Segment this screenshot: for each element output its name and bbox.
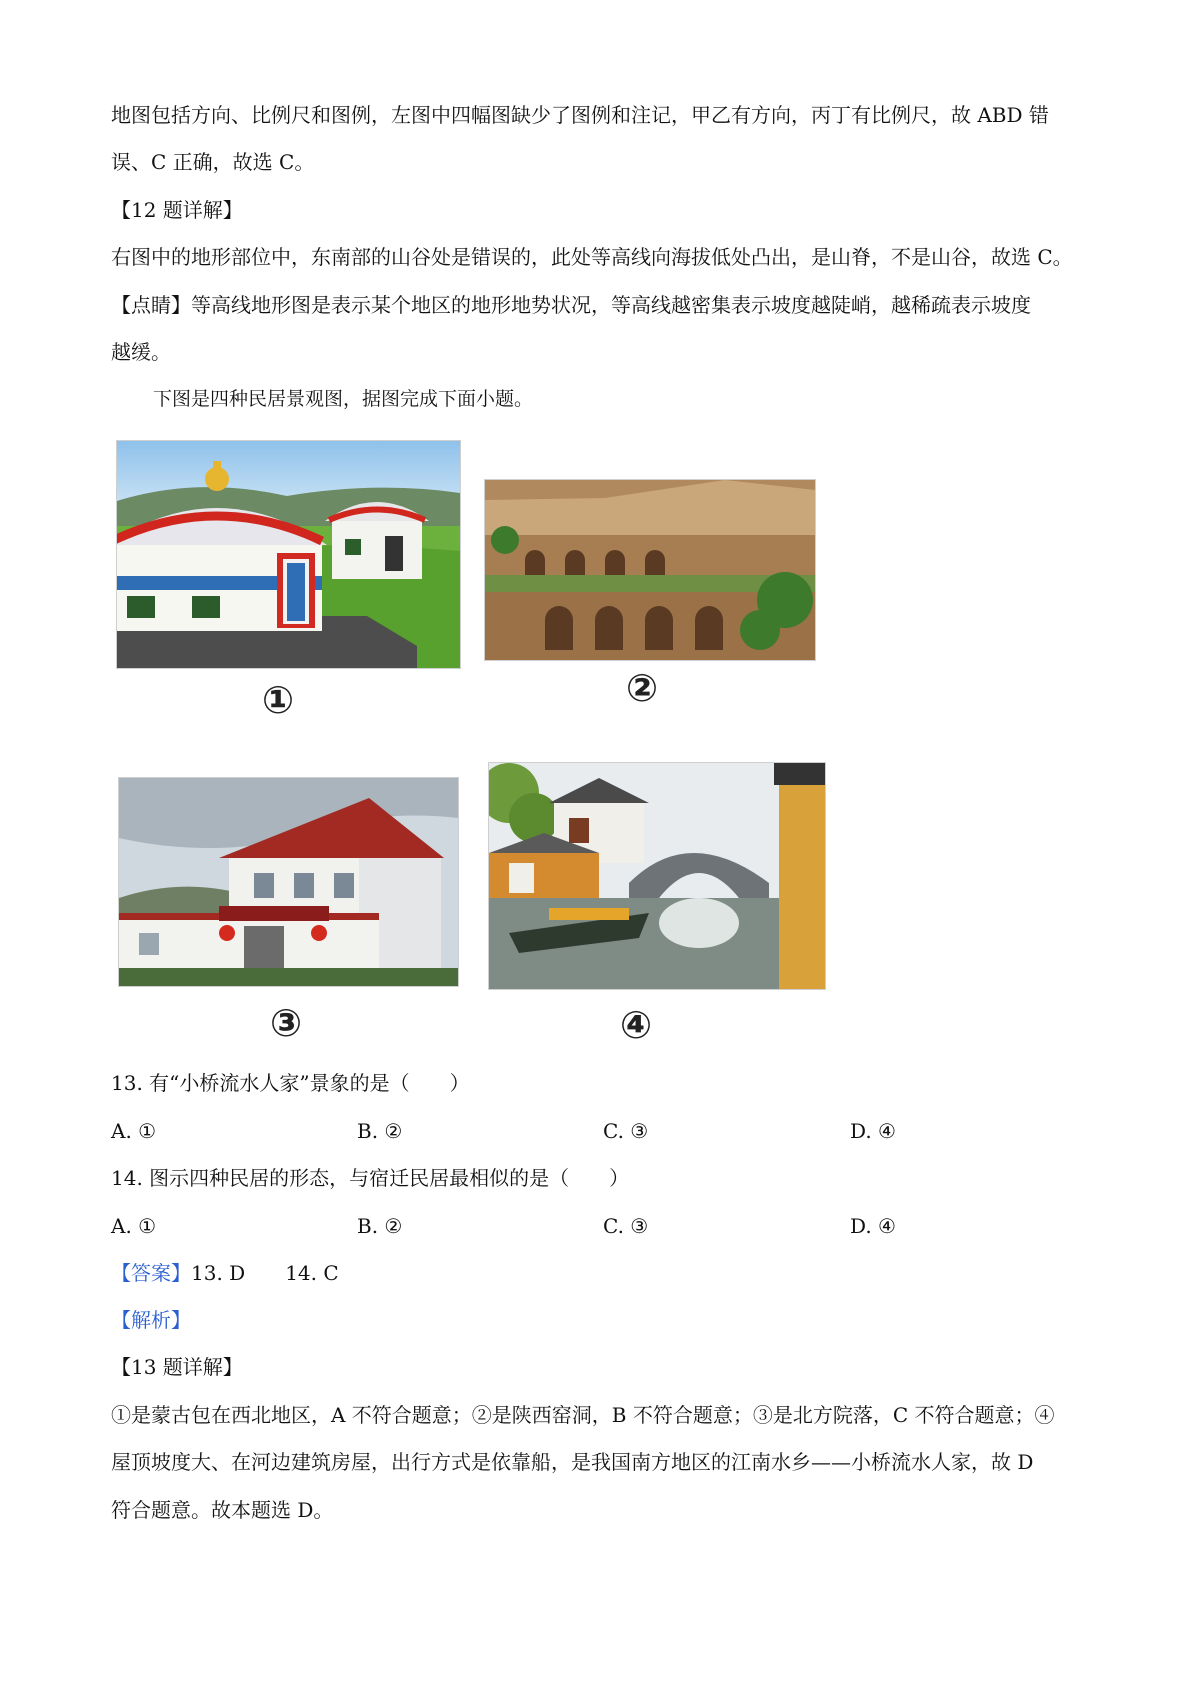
paragraph-line: 【点睛】等高线地形图是表示某个地区的地形地势状况，等高线越密集表示坡度越陡峭，越稀疏表示坡度 (111, 293, 1031, 317)
question-13: 13. 有“小桥流水人家”景象的是（ ） (111, 1071, 470, 1095)
option-d: D. ④ (850, 1214, 896, 1238)
paragraph-line: 误、C 正确，故选 C。 (111, 150, 315, 174)
photo-cave-dwelling (484, 479, 816, 661)
photo-yurt (116, 440, 461, 669)
paragraph-line: 屋顶坡度大、在河边建筑房屋，出行方式是依靠船，是我国南方地区的江南水乡——小桥流水人家，故 D (111, 1450, 1034, 1474)
option-b: B. ② (357, 1214, 403, 1238)
answer-label: 【答案】 (111, 1261, 191, 1285)
paragraph-line: 右图中的地形部位中，东南部的山谷处是错误的，此处等高线向海拔低处凸出，是山脊，不是山谷，故选 C。 (111, 245, 1073, 269)
option-a: A. ① (111, 1214, 157, 1238)
figure-intro: 下图是四种民居景观图，据图完成下面小题。 (153, 388, 534, 410)
question-14: 14. 图示四种民居的形态，与宿迁民居最相似的是（ ） (111, 1166, 630, 1190)
paragraph-line: 符合题意。故本题选 D。 (111, 1498, 334, 1522)
analysis-label: 【解析】 (111, 1308, 191, 1332)
paragraph-line: ①是蒙古包在西北地区，A 不符合题意；②是陕西窑洞，B 不符合题意；③是北方院落，C 不符合题意；④ (111, 1403, 1055, 1427)
option-a: A. ① (111, 1119, 157, 1143)
photo-courtyard-house (118, 777, 459, 987)
figure-label: ② (626, 666, 659, 710)
figure-label: ④ (620, 1003, 653, 1047)
answer-value: 13. D 14. C (191, 1261, 339, 1285)
figure-label: ① (262, 678, 295, 722)
section-heading: 【13 题详解】 (111, 1355, 243, 1379)
section-heading: 【12 题详解】 (111, 198, 243, 222)
figure-label: ③ (270, 1001, 303, 1045)
option-b: B. ② (357, 1119, 403, 1143)
option-c: C. ③ (603, 1214, 649, 1238)
paragraph-line: 地图包括方向、比例尺和图例，左图中四幅图缺少了图例和注记，甲乙有方向，丙丁有比例尺，故 ABD 错 (111, 103, 1049, 127)
answer-line (111, 1259, 339, 1287)
option-d: D. ④ (850, 1119, 896, 1143)
option-c: C. ③ (603, 1119, 649, 1143)
photo-water-town (488, 762, 826, 990)
paragraph-line: 越缓。 (111, 340, 171, 364)
